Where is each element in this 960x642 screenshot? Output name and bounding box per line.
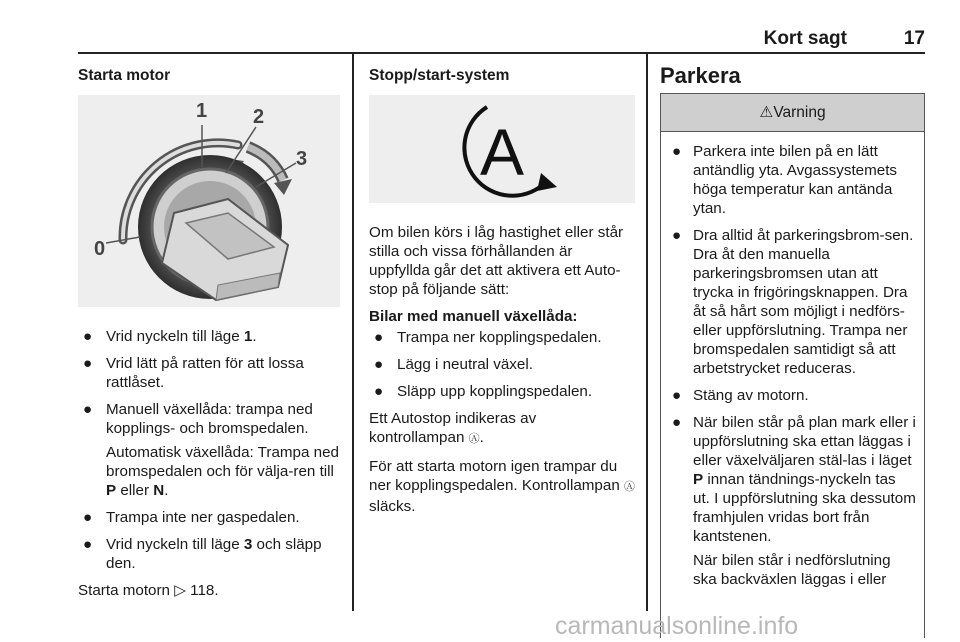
downhill-note: När bilen står i nedförslutning ska backväxlen läggas i eller <box>693 552 891 588</box>
position-1: 1 <box>243 328 253 345</box>
section-title-parkera: Parkera <box>660 63 741 88</box>
bullet: ● <box>672 227 682 244</box>
figure-label-2: 2 <box>253 106 265 128</box>
list-item <box>78 354 340 392</box>
page-header <box>78 28 925 52</box>
bullet: ● <box>672 387 682 404</box>
step-text-end: och släpp den. <box>106 536 322 572</box>
warning-triangle-icon: ⚠ <box>759 104 774 121</box>
warning-header <box>661 94 924 132</box>
note-text-end: . <box>164 482 169 499</box>
gear-n: N <box>153 482 165 499</box>
autostop-symbol-letter: A <box>479 115 525 189</box>
indication-text: Ett Autostop indikeras av kontrollampan <box>369 410 537 446</box>
warning-text: När bilen står på plan mark eller i uppförslutning ska ettan läggas i eller växelväljaren stäl-las i läget <box>693 414 916 469</box>
bullet: ● <box>374 329 384 346</box>
warning-text: Stäng av motorn. <box>693 387 809 404</box>
step-text: Vrid lätt på ratten för att lossa rattlåset. <box>106 355 304 391</box>
list-item <box>369 382 635 401</box>
column-stopp-start <box>369 66 635 524</box>
position-3: 3 <box>243 536 253 553</box>
reference-arrow-icon: ▷ <box>174 582 186 599</box>
step-text: Vrid nyckeln till läge <box>106 536 244 553</box>
list-item <box>78 400 340 500</box>
bullet: ● <box>83 509 93 526</box>
column-starta-motor <box>78 66 340 608</box>
gear-p: P <box>693 471 704 488</box>
ignition-key-figure <box>78 95 340 307</box>
automatic-transmission-note <box>106 443 340 500</box>
column-divider-2 <box>646 52 648 611</box>
warning-box <box>660 93 925 638</box>
bullet: ● <box>83 355 93 372</box>
bullet: ● <box>672 414 682 431</box>
bullet: ● <box>672 143 682 160</box>
bullet: ● <box>83 328 93 345</box>
autostop-steps <box>369 328 635 401</box>
warning-text-end: innan tändnings-nyckeln tas ut. I uppförslutning ska dessutom framhjulen vridas bort från kantstenen. <box>693 471 916 545</box>
list-item <box>667 226 916 378</box>
reference-page[interactable]: 118. <box>190 582 219 599</box>
bullet: ● <box>83 401 93 418</box>
header-rule <box>78 52 925 54</box>
restart-text: För att starta motorn igen trampar du ner kopplingspedalen. Kontrollampan <box>369 458 624 494</box>
step-text-end: . <box>252 328 257 345</box>
step-text: Manuell växellåda: trampa ned kopplings- och bromspedalen. <box>106 401 313 437</box>
step-text: Släpp upp kopplingspedalen. <box>397 383 593 400</box>
list-item <box>369 328 635 347</box>
column-parkera <box>660 63 925 638</box>
list-item <box>78 535 340 573</box>
figure-label-3: 3 <box>296 148 308 170</box>
warning-text: Parkera inte bilen på en lätt antändlig yta. Avgassystemets höga temperatur kan antända ytan. <box>693 143 898 217</box>
autostop-lamp-icon: Ⓐ <box>468 433 480 445</box>
watermark: carmanualsonline.info <box>555 612 799 640</box>
list-item <box>369 355 635 374</box>
autostop-icon <box>369 95 635 203</box>
figure-label-0: 0 <box>94 238 106 260</box>
list-item <box>667 142 916 218</box>
step-text: Trampa inte ner gaspedalen. <box>106 509 300 526</box>
note-text-mid: eller <box>116 482 154 499</box>
stopp-start-intro: Om bilen körs i låg hastighet eller står stilla och vissa förhållanden är uppfyllda går det att aktivera ett Auto-stop på följande sätt: <box>369 224 624 298</box>
bullet: ● <box>374 383 384 400</box>
list-item <box>667 413 916 589</box>
page-number: 17 <box>903 28 925 49</box>
manual-transmission-heading: Bilar med manuell växellåda: <box>369 308 578 325</box>
section-title-stopp-start: Stopp/start-system <box>369 67 510 84</box>
list-item <box>667 386 916 405</box>
ignition-illustration <box>78 95 340 307</box>
warning-label: Varning <box>773 104 826 121</box>
warning-text: Dra alltid åt parkeringsbrom-sen. Dra åt den manuella parkeringsbromsen utan att trycka in frigöringsknappen. Dra åt så hårt som möjligt i nedförs- eller uppförslutning. Trampa ner bromspedalen samtidigt så att arbetstrycket reduceras. <box>693 227 914 377</box>
step-text: Lägg i neutral växel. <box>397 356 533 373</box>
list-item <box>78 508 340 527</box>
gear-p: P <box>106 482 117 499</box>
step-text: Trampa ner kopplingspedalen. <box>397 329 602 346</box>
autostop-symbol-figure <box>369 95 635 203</box>
bullet: ● <box>83 536 93 553</box>
parking-warnings <box>667 142 916 589</box>
running-title: Kort sagt <box>763 28 847 49</box>
cross-reference[interactable] <box>78 581 340 600</box>
figure-label-1: 1 <box>196 100 208 122</box>
autostop-indication: Ett Autostop indikeras av kontrollampan Ⓐ. <box>369 410 537 446</box>
starta-motor-steps <box>78 327 340 573</box>
section-title-starta-motor: Starta motor <box>78 67 171 84</box>
list-item <box>78 327 340 346</box>
autostop-lamp-icon: Ⓐ <box>623 481 635 493</box>
warning-body <box>661 132 924 589</box>
note-text: Automatisk växellåda: Trampa ned bromspedalen och för välja-ren till <box>106 444 339 480</box>
column-divider-1 <box>352 52 354 611</box>
step-text: Vrid nyckeln till läge <box>106 328 244 345</box>
restart-instructions <box>369 457 635 516</box>
reference-text: Starta motorn <box>78 582 175 599</box>
restart-text-end: släcks. <box>369 498 416 515</box>
bullet: ● <box>374 356 384 373</box>
